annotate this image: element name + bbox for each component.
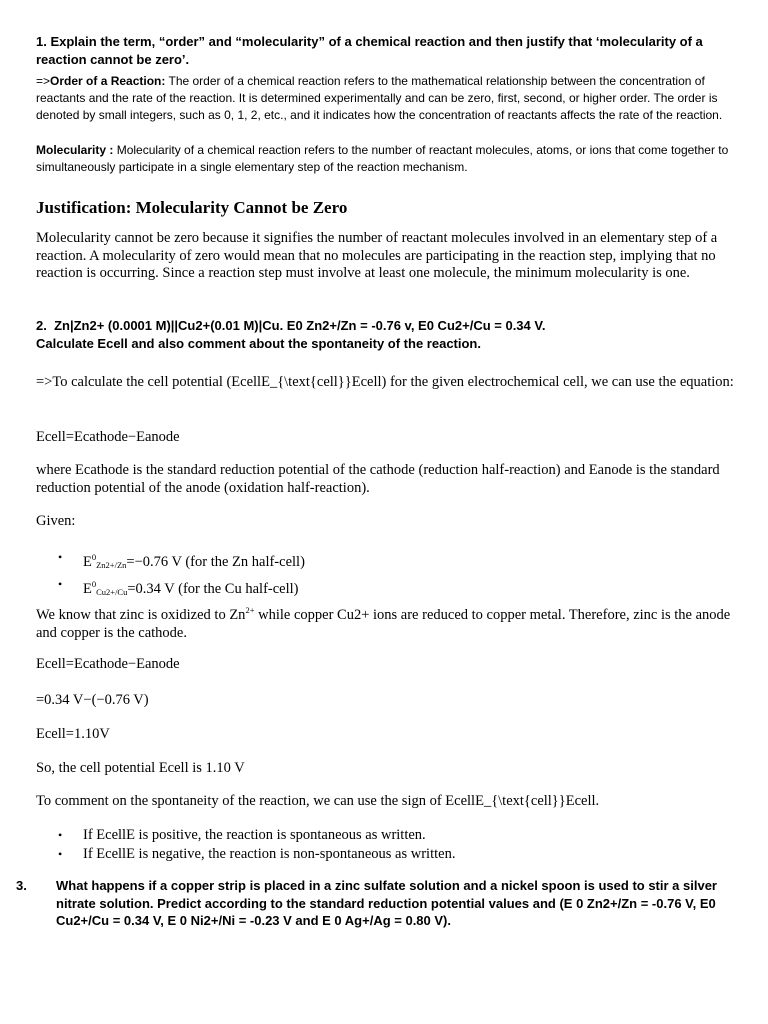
question-1-text: Explain the term, “order” and “molecularity” of a chemical reaction and then justify that ‘molecularity of a reaction cannot be zero’. <box>36 34 703 67</box>
ecell-result: Ecell=1.10V <box>36 726 110 742</box>
question-1 <box>36 33 736 68</box>
ecell-equation-2: Ecell=Ecathode−Eanode <box>36 656 180 672</box>
given-item-zn: • $E^0_{Zn2+/Zn}=-0.76$ V (for the Zn half-cell) <box>58 550 305 570</box>
order-term: Order of a Reaction: <box>50 74 166 88</box>
question-3-number: 3. <box>16 878 27 893</box>
spontaneity-list <box>36 826 736 864</box>
molecularity-text: Molecularity of a chemical reaction refers to the number of reactant molecules, atoms, or ions that come together to simultaneously participate in a single elementary step of the reaction mechanism. <box>36 143 729 175</box>
molecularity-term: Molecularity : <box>36 143 114 157</box>
answer-arrow: => <box>36 74 51 88</box>
zinc-oxidized-paragraph: We know that zinc is oxidized to $Zn^{2+}$ while copper Cu2+ ions are reduced to copper metal. Therefore, zinc is the anode and copper is the cathode. <box>36 605 731 641</box>
order-text: The order of a chemical reaction refers to the mathematical relationship between the concentration of reactants and the rate of the reaction. It is determined experimentally and can be zero, first, second, or higher order. The order is denoted by small integers, such as 0, 1, 2, etc., and it indicates how the concentration of reactants affects the rate of the reaction. <box>36 74 723 123</box>
question-2-number: 2. <box>36 318 47 333</box>
given-list <box>36 548 736 602</box>
given-label: Given: <box>36 513 76 529</box>
spontaneity-positive: • If EcellE is positive, the reaction is spontaneous as written. <box>58 827 426 843</box>
question-3-text: What happens if a copper strip is placed in a zinc sulfate solution and a nickel spoon is used to stir a silver nitrate solution. Predict according to the standard reduction potential values and (E 0 Zn2+/Zn = -0.76 V, E0 Cu2+/Cu = 0.34 V, E 0 Ni2+/Ni = -0.23 V and E 0 Ag+/Ag = 0.80 V). <box>56 878 717 928</box>
where-paragraph: where Ecathode is the standard reduction potential of the cathode (reduction half-reaction) and Eanode is the standard reduction potential of the anode (oxidation half-reaction). <box>36 462 720 496</box>
ecell-equation: Ecell=Ecathode−Eanode <box>36 429 180 445</box>
spontaneity-negative: • If EcellE is negative, the reaction is non-spontaneous as written. <box>58 846 456 862</box>
question-2-line-1: Zn|Zn2+ (0.0001 M)||Cu2+(0.01 M)|Cu. E0 Zn2+/Zn = -0.76 v, E0 Cu2+/Cu = 0.34 V. <box>54 318 546 333</box>
ecell-summary: So, the cell potential Ecell is 1.10 V <box>36 760 245 776</box>
question-2 <box>36 317 736 352</box>
question-3 <box>16 877 756 930</box>
ecell-intro: =>To calculate the cell potential (EcellE_{\text{cell}}Ecell) for the given electrochemical cell, we can use the equation: <box>36 374 734 390</box>
justification-paragraph: Molecularity cannot be zero because it signifies the number of reactant molecules involved in an elementary step of a reaction. A molecularity of zero would mean that no molecules are participating in the reaction step, implying that no reaction is occurring. Since a reaction step must involve at least one molecule, the minimum molecularity is one. <box>36 230 718 281</box>
question-1-number: 1. <box>36 34 47 49</box>
question-2-line-2: Calculate Ecell and also comment about the spontaneity of the reaction. <box>36 335 481 351</box>
spontaneity-intro: To comment on the spontaneity of the reaction, we can use the sign of EcellE_{\text{cell}}Ecell. <box>36 793 600 809</box>
given-item-cu: • $E^0_{Cu2+/Cu}=0.34$ V (for the Cu half-cell) <box>58 577 299 597</box>
justification-heading: Justification: Molecularity Cannot be Zero <box>36 198 348 217</box>
ecell-calculation: =0.34 V−(−0.76 V) <box>36 692 149 708</box>
order-definition <box>36 73 736 125</box>
molecularity-definition <box>36 142 736 176</box>
